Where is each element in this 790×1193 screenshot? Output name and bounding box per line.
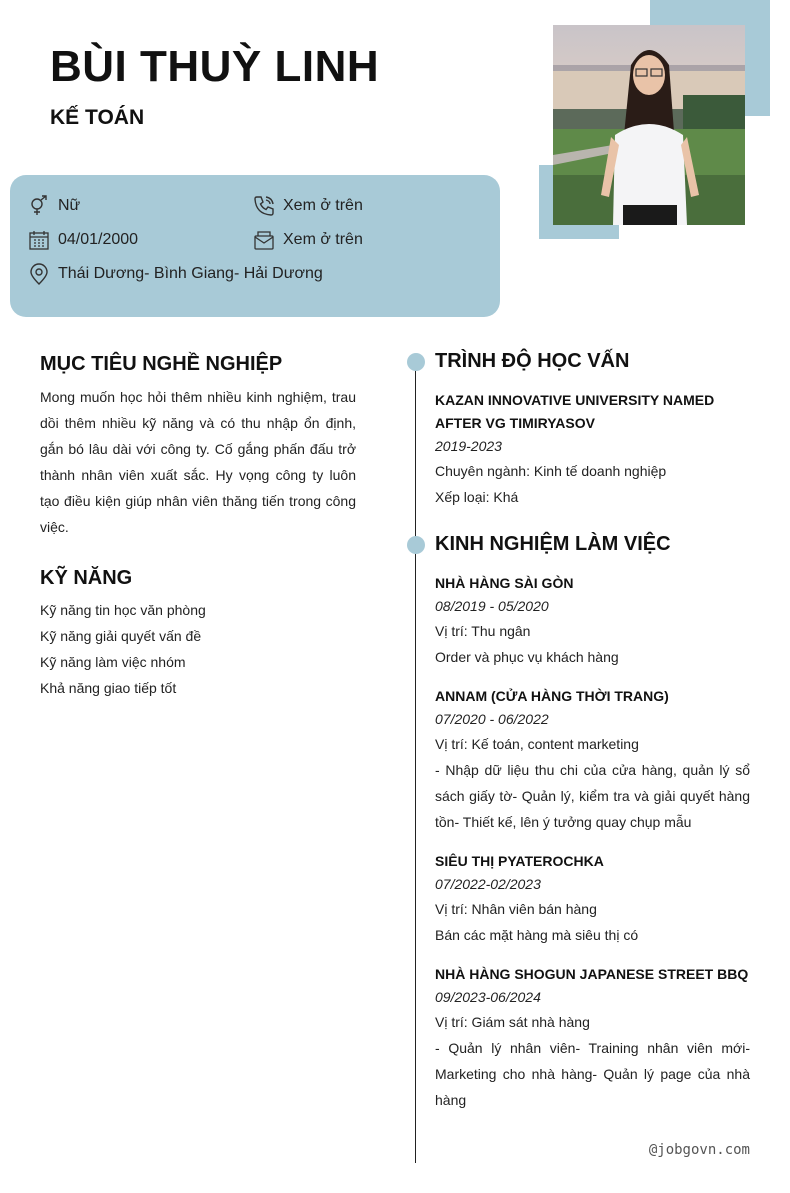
gender-row [28, 195, 80, 217]
job-period: 07/2022-02/2023 [435, 876, 541, 892]
calendar-icon [28, 229, 50, 251]
footer-watermark: @jobgovn.com [648, 1142, 750, 1158]
dob-value: 04/01/2000 [58, 231, 139, 248]
job-position: Vị trí: Giám sát nhà hàng [435, 1014, 590, 1030]
job-position: Vị trí: Kế toán, content marketing [435, 736, 639, 752]
education-period: 2019-2023 [435, 438, 502, 454]
skill-item: Khả năng giao tiếp tốt [40, 680, 177, 696]
location-pin-icon [28, 263, 50, 285]
phone-row [253, 195, 363, 217]
candidate-name: BÙI THUỲ LINH [50, 42, 380, 91]
job-description: Order và phục vụ khách hàng [435, 649, 619, 665]
address-row [28, 263, 323, 285]
phone-value: Xem ở trên [283, 197, 363, 214]
mail-icon [253, 229, 275, 251]
job-company: ANNAM (CỬA HÀNG THỜI TRANG) [435, 688, 669, 704]
job-period: 09/2023-06/2024 [435, 989, 541, 1005]
contact-info-panel [10, 175, 500, 317]
gender-icon [28, 195, 50, 217]
gender-value: Nữ [58, 197, 81, 214]
job-description: Bán các mặt hàng mà siêu thị có [435, 927, 639, 943]
job-period: 08/2019 - 05/2020 [435, 598, 549, 614]
candidate-role: KẾ TOÁN [50, 106, 145, 129]
timeline-dot [407, 536, 425, 554]
email-row [253, 229, 363, 251]
job-description: - Nhập dữ liệu thu chi của cửa hàng, quản lý sổ sách giấy tờ- Quản lý, kiểm tra và giải quyết hàng tồn- Thiết kế, lên ý tưởng quay chụp mẫu [435, 762, 750, 830]
job-company: NHÀ HÀNG SÀI GÒN [435, 575, 574, 591]
job-position: Vị trí: Thu ngân [435, 623, 531, 639]
experience-title: KINH NGHIỆM LÀM VIỆC [435, 533, 671, 555]
skill-item: Kỹ năng làm việc nhóm [40, 654, 186, 670]
objective-title: MỤC TIÊU NGHỀ NGHIỆP [40, 353, 283, 375]
job-company: SIÊU THỊ PYATEROCHKA [435, 853, 604, 869]
email-value: Xem ở trên [283, 231, 363, 248]
education-grade: Xếp loại: Khá [435, 489, 519, 505]
education-major: Chuyên ngành: Kinh tế doanh nghiệp [435, 463, 667, 479]
timeline-line [415, 362, 416, 1163]
job-period: 07/2020 - 06/2022 [435, 711, 549, 727]
address-value: Thái Dương- Bình Giang- Hải Dương [58, 265, 323, 282]
education-title: TRÌNH ĐỘ HỌC VẤN [435, 350, 630, 372]
timeline-dot [407, 353, 425, 371]
dob-row [28, 229, 138, 251]
skill-item: Kỹ năng tin học văn phòng [40, 602, 206, 618]
skills-title: KỸ NĂNG [40, 567, 133, 589]
phone-icon [253, 195, 275, 217]
education-school: KAZAN INNOVATIVE UNIVERSITY NAMED AFTER VG TIMIRYASOV [435, 392, 715, 431]
objective-text: Mong muốn học hỏi thêm nhiều kinh nghiệm, trau dồi thêm nhiều kỹ năng và có thu nhập ổn định, gắn bó lâu dài với công ty. Cố gắng phấn đấu trở thành nhân viên xuất sắc. Hy vọng công ty luôn tạo điều kiện giúp nhân viên thăng tiến trong công việc. [40, 389, 356, 535]
profile-photo [553, 25, 745, 225]
job-position: Vị trí: Nhân viên bán hàng [435, 901, 597, 917]
job-company: NHÀ HÀNG SHOGUN JAPANESE STREET BBQ [435, 966, 749, 982]
job-description: - Quản lý nhân viên- Training nhân viên mới- Marketing cho nhà hàng- Quản lý page của nhà hàng [435, 1040, 750, 1108]
skill-item: Kỹ năng giải quyết vấn đề [40, 628, 202, 644]
